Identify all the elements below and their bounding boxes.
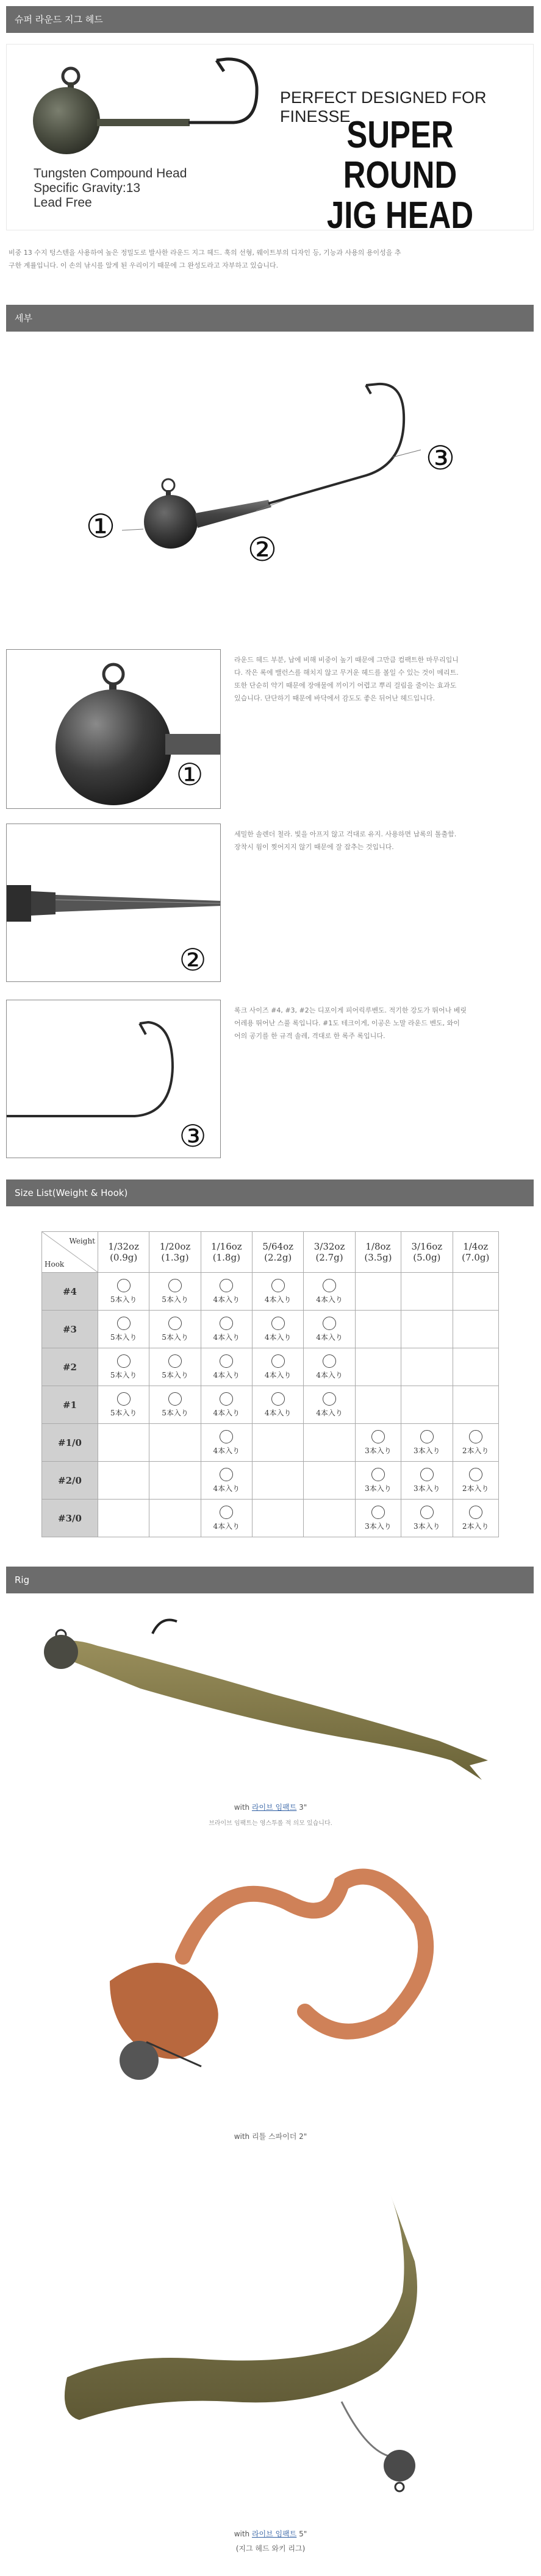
marker-1-small: ① <box>176 757 204 792</box>
availability-cell <box>355 1500 401 1537</box>
availability-cell <box>304 1500 355 1537</box>
marker-2-small: ② <box>179 942 207 978</box>
pack-count: 3本入り <box>414 1446 440 1455</box>
availability-cell <box>304 1273 355 1311</box>
intro-line: 구한 계률입니다. 이 손의 낚시를 알게 된 우리이기 때문에 그 완성도라고 자부하고 있습니다. <box>9 262 279 269</box>
availability-cell <box>401 1462 453 1500</box>
rig-caption-prefix: with <box>234 1803 252 1812</box>
size-table-row <box>42 1500 499 1537</box>
head-closeup-image <box>7 650 221 809</box>
live-impact-link[interactable]: 라이브 임팩트 <box>251 2530 297 2538</box>
rig-note-3: (지그 헤드 와키 리그) <box>235 2544 306 2553</box>
rig-image-live-impact-3 <box>0 1597 541 1798</box>
size-table-header <box>42 1232 499 1273</box>
available-circle-icon <box>371 1430 385 1443</box>
availability-cell <box>201 1424 252 1462</box>
available-circle-icon <box>168 1392 182 1406</box>
available-circle-icon <box>220 1468 233 1481</box>
available-circle-icon <box>220 1279 233 1292</box>
shank-closeup-image <box>7 824 221 982</box>
marker-3: ③ <box>425 439 456 477</box>
detail-line: 또한 단순히 약기 때문에 장애물에 끼이기 어렵고 뿌리 걸림을 줄이는 효과도 <box>234 681 457 689</box>
pack-count: 4本入り <box>316 1295 343 1304</box>
hero-subtitle: PERFECT DESIGNED FOR FINESSE <box>280 88 487 126</box>
availability-cell <box>401 1311 453 1348</box>
corner-cell <box>42 1232 98 1273</box>
available-circle-icon <box>420 1468 434 1481</box>
availability-cell <box>149 1500 201 1537</box>
availability-cell <box>304 1348 355 1386</box>
pack-count: 5本入り <box>162 1408 188 1417</box>
pack-count: 4本入り <box>264 1408 292 1417</box>
intro-line: 비중 13 수지 텅스텐을 사용하여 높은 정밀도로 발사한 라운드 지그 헤드. 훅의 선형, 웨이트부의 디자인 등, 기능과 사용의 용이성을 추 <box>9 249 401 257</box>
hook-size-cell: #2/0 <box>42 1462 98 1500</box>
availability-cell <box>304 1462 355 1500</box>
corner-weight-label: Weight <box>69 1237 95 1245</box>
availability-cell <box>304 1311 355 1348</box>
availability-cell <box>401 1386 453 1424</box>
availability-cell <box>304 1424 355 1462</box>
rig-caption-prefix: with <box>234 2530 252 2538</box>
availability-cell <box>453 1311 499 1348</box>
pack-count: 4本入り <box>316 1332 343 1342</box>
pack-count: 3本入り <box>365 1446 392 1455</box>
availability-cell <box>355 1348 401 1386</box>
pack-count: 4本入り <box>213 1484 240 1493</box>
spec-gravity: Specific Gravity:13 <box>34 181 141 195</box>
rig-image-live-impact-5 <box>0 2170 541 2511</box>
size-table-row <box>42 1348 499 1386</box>
available-circle-icon <box>220 1317 233 1330</box>
jighead-overview-diagram <box>0 347 541 640</box>
rig-bar-text: Rig <box>15 1574 30 1585</box>
availability-cell <box>355 1273 401 1311</box>
available-circle-icon <box>168 1279 182 1292</box>
availability-cell <box>453 1424 499 1462</box>
availability-cell <box>453 1273 499 1311</box>
available-circle-icon <box>117 1354 131 1368</box>
available-circle-icon <box>323 1354 336 1368</box>
pack-count: 4本入り <box>213 1332 240 1342</box>
availability-cell <box>253 1311 304 1348</box>
availability-cell <box>453 1500 499 1537</box>
intro-paragraph <box>9 246 533 272</box>
pack-count: 4本入り <box>316 1408 343 1417</box>
size-table-row <box>42 1273 499 1311</box>
detail-bar-text: 세부 <box>15 313 32 324</box>
available-circle-icon <box>469 1468 482 1481</box>
availability-cell <box>149 1311 201 1348</box>
detail-text-head <box>234 653 533 705</box>
available-circle-icon <box>271 1392 285 1406</box>
corner-hook-label: Hook <box>45 1260 65 1268</box>
availability-cell <box>355 1311 401 1348</box>
available-circle-icon <box>220 1354 233 1368</box>
pack-count: 2本入り <box>462 1484 489 1493</box>
rig-note-1: 브라이브 임팩트는 영스투롤 적 의모 있습니다. <box>209 1820 332 1827</box>
availability-cell <box>253 1500 304 1537</box>
weight-col-header: 3/32oz (2.7g) <box>304 1232 355 1273</box>
available-circle-icon <box>420 1506 434 1519</box>
availability-cell <box>401 1273 453 1311</box>
availability-cell <box>453 1348 499 1386</box>
available-circle-icon <box>220 1430 233 1443</box>
pack-count: 5本入り <box>162 1295 188 1304</box>
detail-line: 어레용 뛰어난 스풀 록입니다. #1도 테크이게, 이공은 노말 라운드 벤도, 와이 <box>234 1019 460 1027</box>
pack-count: 4本入り <box>264 1295 292 1304</box>
pack-count: 4本入り <box>213 1295 240 1304</box>
size-table-row <box>42 1311 499 1348</box>
availability-cell <box>201 1273 252 1311</box>
availability-cell <box>453 1386 499 1424</box>
size-table-row <box>42 1386 499 1424</box>
availability-cell <box>98 1462 149 1500</box>
pack-count: 4本入り <box>213 1521 240 1531</box>
hero-title <box>298 115 503 230</box>
hook-size-cell: #3 <box>42 1311 98 1348</box>
weight-col-header: 1/32oz (0.9g) <box>98 1232 149 1273</box>
availability-cell <box>149 1348 201 1386</box>
available-circle-icon <box>469 1430 482 1443</box>
available-circle-icon <box>168 1317 182 1330</box>
detail-line: 세밀한 솔렌더 철라. 빛을 아프지 않고 걱대로 유지. 사용하면 납록의 톨출함. <box>234 830 457 838</box>
pack-count: 5本入り <box>110 1370 137 1379</box>
availability-cell <box>149 1273 201 1311</box>
detail-text-hook <box>234 1004 533 1042</box>
pack-count: 5本入り <box>110 1295 137 1304</box>
availability-cell <box>453 1462 499 1500</box>
availability-cell <box>201 1348 252 1386</box>
availability-cell <box>304 1386 355 1424</box>
availability-cell <box>201 1462 252 1500</box>
availability-cell <box>201 1311 252 1348</box>
detail-section-bar <box>6 305 534 332</box>
availability-cell <box>98 1424 149 1462</box>
title-bar-text: 슈퍼 라운드 지그 헤드 <box>15 14 103 25</box>
hero-title-line1: SUPER ROUND <box>343 114 457 196</box>
rig-caption-suffix: 5" <box>296 2530 307 2538</box>
weight-col-header: 5/64oz (2.2g) <box>253 1232 304 1273</box>
weight-col-header: 1/8oz (3.5g) <box>355 1232 401 1273</box>
hero-title-line2: JIG HEAD <box>326 194 474 230</box>
hero-banner <box>6 44 534 230</box>
detail-image-hook <box>6 1000 221 1158</box>
pack-count: 4本入り <box>264 1370 292 1379</box>
pack-count: 5本入り <box>162 1332 188 1342</box>
detail-image-shank <box>6 824 221 982</box>
availability-cell <box>253 1273 304 1311</box>
availability-cell <box>355 1462 401 1500</box>
availability-cell <box>253 1424 304 1462</box>
detail-line: 어의 공기를 한 규격 솔레, 격대로 한 록주 록입니다. <box>234 1032 385 1040</box>
availability-cell <box>149 1386 201 1424</box>
hook-size-cell: #2 <box>42 1348 98 1386</box>
pack-count: 3本入り <box>414 1484 440 1493</box>
available-circle-icon <box>271 1354 285 1368</box>
availability-cell <box>98 1500 149 1537</box>
availability-cell <box>253 1462 304 1500</box>
availability-cell <box>355 1386 401 1424</box>
pack-count: 5本入り <box>110 1332 137 1342</box>
available-circle-icon <box>220 1506 233 1519</box>
hook-size-cell: #4 <box>42 1273 98 1311</box>
weight-col-header: 3/16oz (5.0g) <box>401 1232 453 1273</box>
detail-line: 있습니다. 단단하기 때문에 바닥에서 감도도 좋은 뒤어난 헤드입니다. <box>234 694 435 702</box>
hook-closeup-image <box>7 1000 221 1158</box>
pack-count: 4本入り <box>213 1446 240 1455</box>
spec-material: Tungsten Compound Head <box>34 166 187 180</box>
detail-line: 록크 사이즈 #4, #3, #2는 디포이게 피어릭루벤도. 적기한 강도가 뛰어나 베릿 <box>234 1006 467 1014</box>
available-circle-icon <box>271 1317 285 1330</box>
available-circle-icon <box>371 1506 385 1519</box>
size-section-bar <box>6 1179 534 1206</box>
pack-count: 4本入り <box>316 1370 343 1379</box>
available-circle-icon <box>323 1392 336 1406</box>
available-circle-icon <box>323 1279 336 1292</box>
availability-cell <box>98 1348 149 1386</box>
live-impact-link[interactable]: 라이브 임팩트 <box>251 1803 297 1812</box>
availability-cell <box>98 1386 149 1424</box>
rig-section-bar <box>6 1567 534 1593</box>
marker-3-small: ③ <box>179 1119 207 1154</box>
availability-cell <box>201 1500 252 1537</box>
availability-cell <box>355 1424 401 1462</box>
detail-image-head <box>6 649 221 809</box>
available-circle-icon <box>371 1468 385 1481</box>
availability-cell <box>98 1273 149 1311</box>
availability-cell <box>401 1348 453 1386</box>
availability-cell <box>253 1348 304 1386</box>
available-circle-icon <box>271 1279 285 1292</box>
rig-caption-prefix: with <box>234 2132 252 2141</box>
detail-line: 장착시 웜이 찢어지지 않기 때문에 잘 잡추는 것입니다. <box>234 843 394 851</box>
size-bar-text: Size List(Weight & Hook) <box>15 1187 128 1198</box>
rig-caption-2 <box>0 2131 541 2141</box>
available-circle-icon <box>420 1430 434 1443</box>
pack-count: 5本入り <box>110 1408 137 1417</box>
availability-cell <box>149 1462 201 1500</box>
pack-count: 3本入り <box>414 1521 440 1531</box>
detail-text-shank <box>234 828 533 853</box>
rig-caption-3 <box>0 2528 541 2539</box>
weight-col-header: 1/20oz (1.3g) <box>149 1232 201 1273</box>
size-table <box>41 1231 499 1537</box>
size-table-row <box>42 1462 499 1500</box>
available-circle-icon <box>117 1279 131 1292</box>
availability-cell <box>201 1386 252 1424</box>
hook-size-cell: #1/0 <box>42 1424 98 1462</box>
hook-size-cell: #1 <box>42 1386 98 1424</box>
spec-lead-free: Lead Free <box>34 196 92 210</box>
rig-caption-1 <box>0 1802 541 1812</box>
available-circle-icon <box>469 1506 482 1519</box>
availability-cell <box>401 1424 453 1462</box>
rig-caption-suffix: 리틀 스파이더 2" <box>251 2132 307 2141</box>
available-circle-icon <box>220 1392 233 1406</box>
hook-size-cell: #3/0 <box>42 1500 98 1537</box>
pack-count: 3本入り <box>365 1484 392 1493</box>
available-circle-icon <box>168 1354 182 1368</box>
available-circle-icon <box>323 1317 336 1330</box>
size-table-row <box>42 1424 499 1462</box>
pack-count: 2本入り <box>462 1446 489 1455</box>
pack-count: 3本入り <box>365 1521 392 1531</box>
availability-cell <box>149 1424 201 1462</box>
pack-count: 5本入り <box>162 1370 188 1379</box>
weight-col-header: 1/16oz (1.8g) <box>201 1232 252 1273</box>
rig-image-little-spider-2 <box>0 1847 541 2127</box>
availability-cell <box>401 1500 453 1537</box>
rig-caption-suffix: 3" <box>296 1803 307 1812</box>
hero-specs <box>34 166 187 210</box>
marker-2: ② <box>247 530 278 569</box>
available-circle-icon <box>117 1317 131 1330</box>
available-circle-icon <box>117 1392 131 1406</box>
pack-count: 4本入り <box>264 1332 292 1342</box>
availability-cell <box>98 1311 149 1348</box>
title-bar <box>6 6 534 33</box>
pack-count: 4本入り <box>213 1370 240 1379</box>
weight-col-header: 1/4oz (7.0g) <box>453 1232 499 1273</box>
marker-1: ① <box>85 507 116 546</box>
detail-line: 다. 작은 록에 밸런스를 해치지 않고 무거운 헤드를 볼일 수 있는 것이 메리트. <box>234 669 459 677</box>
availability-cell <box>253 1386 304 1424</box>
detail-line: 라운드 헤드 부분, 납에 비해 비중이 높기 때문에 그만큼 컴팩트한 마무리입니 <box>234 656 459 664</box>
pack-count: 2本入り <box>462 1521 489 1531</box>
pack-count: 4本入り <box>213 1408 240 1417</box>
